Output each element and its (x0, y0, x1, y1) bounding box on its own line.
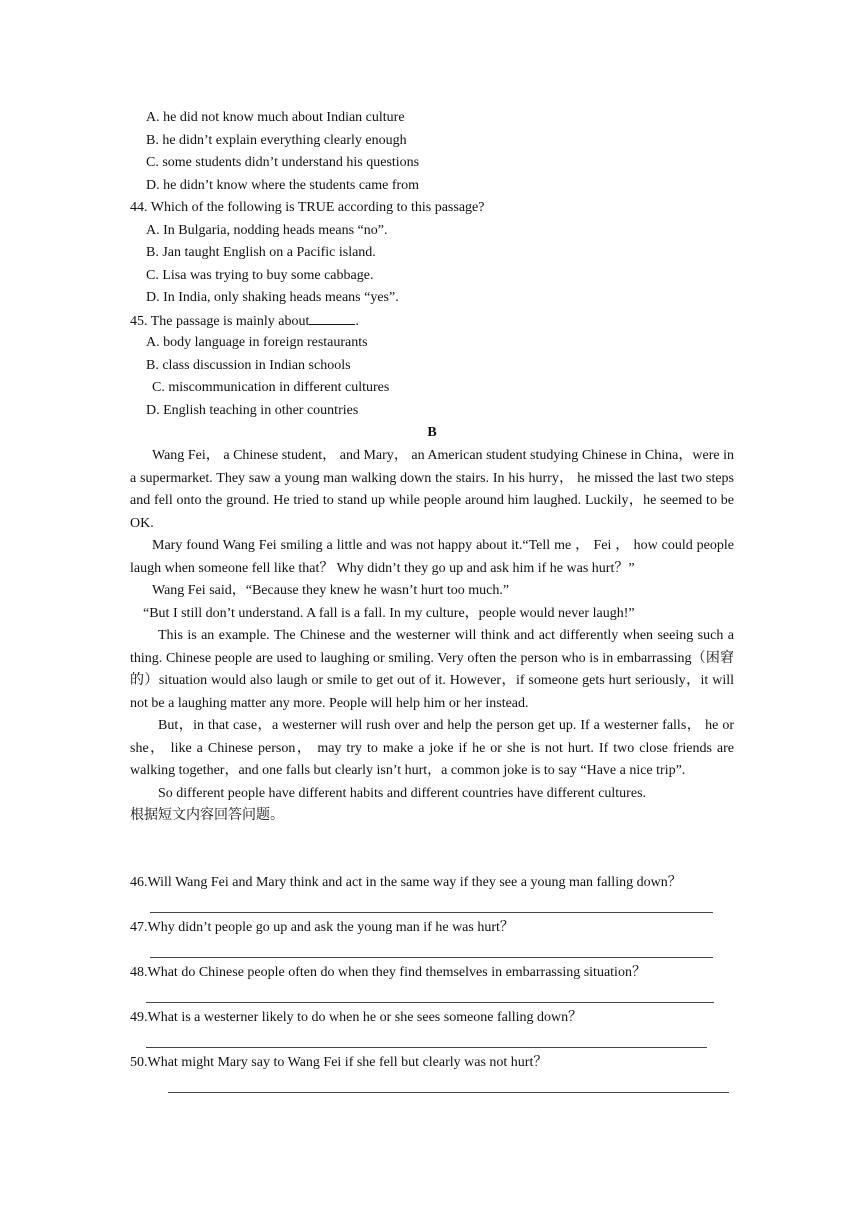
q45-stem (130, 310, 734, 333)
question-50: 50.What might Mary say to Wang Fei if she fell but clearly was not hurt？ (130, 1055, 548, 1070)
passage-paragraph-7: So different people have different habits and different countries have different cultures. (158, 785, 647, 801)
q45-option-a: A. body language in foreign restaurants (146, 335, 368, 350)
q44-option-d: D. In India, only shaking heads means “yes”. (146, 290, 399, 305)
passage-paragraph-2: Mary found Wang Fei smiling a little and was not happy about it.“Tell me ， Fei ， how could people laugh when someone fell like that？ Why didn’t they go up and ask him if he was hurt？” (130, 538, 734, 576)
q44-stem: 44. Which of the following is TRUE according to this passage? (130, 200, 485, 215)
q43-option-b: B. he didn’t explain everything clearly enough (146, 132, 407, 148)
question-47: 47.Why didn’t people go up and ask the young man if he was hurt？ (130, 920, 514, 935)
passage-b (130, 445, 734, 828)
q44-option-a: A. In Bulgaria, nodding heads means “no”. (146, 222, 388, 238)
passage-paragraph-5: This is an example. The Chinese and the westerner will think and act differently when seeing such a thing. Chinese people are used to laughing or smiling. Very often the person who is in embarrassing（困窘的）situation would also laugh or smile to get out of it. However，if someone gets hurt seriously，it will not be a laughing matter any more. People will help him or her instead. (130, 628, 734, 711)
q43-option-d: D. he didn’t know where the students came from (146, 177, 420, 193)
question-49: 49.What is a westerner likely to do when he or she sees someone falling down？ (130, 1010, 583, 1025)
q45-stem-text: 45. The passage is mainly about (130, 313, 310, 329)
q45-option-c: C. miscommunication in different cultures (152, 380, 390, 395)
passage-paragraph-4: “But I still don’t understand. A fall is a fall. In my culture，people would never laugh!” (143, 605, 635, 621)
q43-option-c: C. some students didn’t understand his questions (146, 155, 420, 170)
instruction-text: 根据短文内容回答问题。 (130, 808, 284, 823)
q45-blank (309, 310, 355, 325)
passage-paragraph-1: Wang Fei， a Chinese student， and Mary， an American student studying Chinese in China，were in a supermarket. They saw a young man walking down the stairs. In his hurry， he missed the last two steps and fell onto the ground. He tried to stand up while people around him laughed. Luckily，he seemed to be OK. (130, 448, 734, 531)
passage-paragraph-6: But，in that case，a westerner will rush over and help the person get up. If a westerner falls， he or she， like a Chinese person， may try to make a joke if he or she is not hurt. If two close friends are walking together，and one falls but clearly isn’t hurt，a common joke is to say “Have a nice trip”. (130, 718, 734, 778)
section-b-heading: B (427, 425, 437, 440)
q44-option-b: B. Jan taught English on a Pacific island. (146, 245, 376, 260)
answer-line-49[interactable] (146, 1047, 707, 1048)
q45-option-b: B. class discussion in Indian schools (146, 357, 351, 373)
question-48: 48.What do Chinese people often do when they find themselves in embarrassing situation？ (130, 965, 646, 980)
q43-option-a: A. he did not know much about Indian culture (146, 110, 405, 125)
answer-line-47[interactable] (150, 957, 713, 958)
questions-43-45 (130, 107, 734, 445)
question-46: 46.Will Wang Fei and Mary think and act in the same way if they see a young man falling down？ (130, 875, 682, 890)
passage-paragraph-3: Wang Fei said，“Because they knew he wasn’t hurt too much.” (152, 583, 510, 598)
answer-line-50[interactable] (168, 1092, 729, 1093)
q45-option-d: D. English teaching in other countries (146, 402, 359, 418)
answer-line-48[interactable] (146, 1002, 714, 1003)
answer-line-46[interactable] (150, 912, 713, 913)
q45-stem-end: . (355, 313, 359, 329)
q44-option-c: C. Lisa was trying to buy some cabbage. (146, 267, 374, 283)
